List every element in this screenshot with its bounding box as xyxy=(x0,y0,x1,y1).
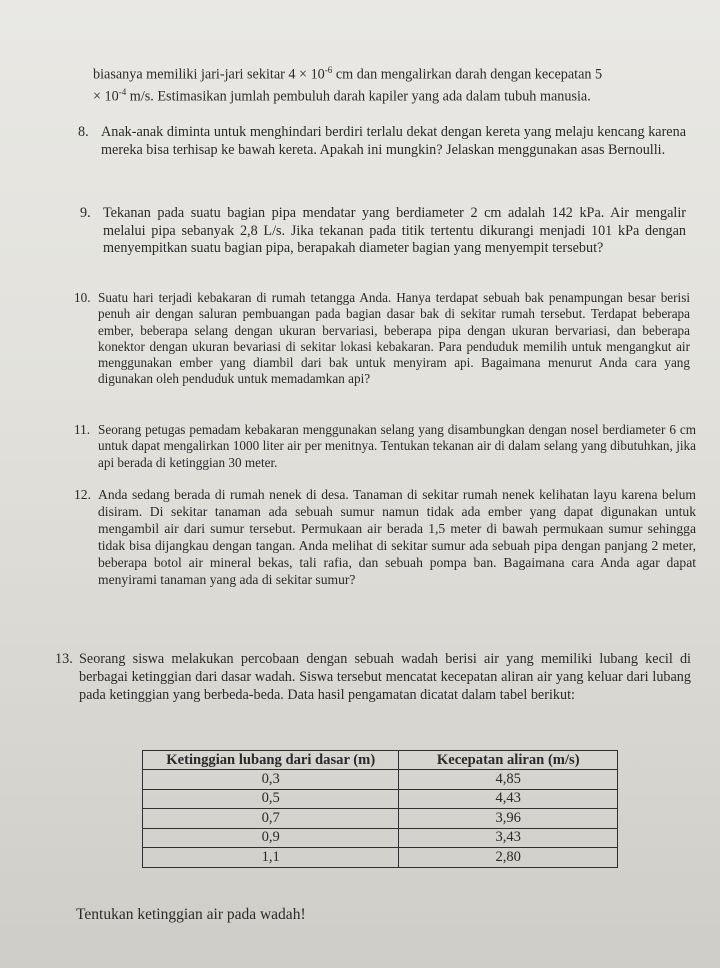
table-cell-height: 1,1 xyxy=(143,848,399,868)
question-text: Seorang petugas pemadam kebakaran menggunakan selang yang disambungkan dengan nosel berdiameter 6 cm untuk dapat mengalirkan 1000 liter air per menitnya. Tentukan tekanan air di dalam selang yang dibutuhkan, jika api berada di ketinggian 30 meter. xyxy=(98,422,696,470)
question-9 xyxy=(80,205,686,258)
table-cell-height: 0,7 xyxy=(143,809,399,829)
table-row xyxy=(143,848,618,868)
question-number: 11. xyxy=(74,422,90,437)
intro-line-2: × $10^{-4}$ m/s. Estimasikan jumlah pembuluh darah kapiler yang ada dalam tubuh manusia. xyxy=(93,87,591,105)
table-cell-velocity: 4,43 xyxy=(399,789,618,809)
intro-line-1: biasanya memiliki jari-jari sekitar $4 \times 10^{-6}$ cm dan mengalirkan darah dengan kecepatan 5 xyxy=(93,65,603,83)
question-11 xyxy=(74,422,696,471)
question-text: Tekanan pada suatu bagian pipa mendatar yang berdiameter 2 cm adalah 142 kPa. Air mengalir melalui pipa sebanyak 2,8 L/s. Jika tekanan pada titik tertentu dikurangi menjadi 101 kPa dengan menyempitkan suatu bagian pipa, berapakah diameter bagian yang menyempit tersebut? xyxy=(103,205,686,256)
question-13 xyxy=(55,650,691,704)
question-text: Anak-anak diminta untuk menghindari berdiri terlalu dekat dengan kereta yang melaju kencang karena mereka bisa terhisap ke bawah kereta. Apakah ini mungkin? Jelaskan menggunakan asas Bernoulli. xyxy=(101,124,686,158)
table-row xyxy=(143,789,618,809)
table-row xyxy=(143,770,618,790)
table-header-height: Ketinggian lubang dari dasar (m) xyxy=(143,751,399,770)
question-number: 12. xyxy=(74,487,91,502)
table-header-velocity: Kecepatan aliran (m/s) xyxy=(399,751,618,770)
question-number: 13. xyxy=(55,651,73,667)
question-10 xyxy=(74,290,690,388)
question-8 xyxy=(78,124,686,159)
table-row xyxy=(143,809,618,829)
question-text: Seorang siswa melakukan percobaan dengan sebuah wadah berisi air yang memiliki lubang kecil di berbagai ketinggian dari dasar wadah. Siswa tersebut mencatat kecepatan aliran air yang keluar dari lubang pada ketinggian yang berbeda-beda. Data hasil pengamatan dicatat dalam tabel berikut: xyxy=(79,651,691,703)
question-text: Anda sedang berada di rumah nenek di desa. Tanaman di sekitar rumah nenek kelihatan layu karena belum disiram. Di sekitar tanaman ada sebuah sumur namun tidak ada ember yang dapat digunakan untuk mengambil air dari sumur tersebut. Permukaan air berada 1,5 meter di bawah permukaan sumur sehingga tidak bisa dijangkau dengan tangan. Anda melihat di sekitar sumur ada sebuah pipa dengan panjang 2 meter, beberapa botol air mineral bekas, tali rafia, dan sebuah pompa ban. Bagaimana cara Anda agar dapat menyirami tanaman yang ada di sekitar sumur? xyxy=(98,487,696,587)
table-row xyxy=(143,828,618,848)
table-cell-velocity: 4,85 xyxy=(399,770,618,790)
question-number: 10. xyxy=(74,290,91,305)
table-header-row xyxy=(143,751,618,770)
table-cell-velocity: 2,80 xyxy=(399,848,618,868)
question-text: Suatu hari terjadi kebakaran di rumah tetangga Anda. Hanya terdapat sebuah bak penampungan besar berisi penuh air dengan saluran pembuangan pada bagian dasar bak di sekitar rumah tersebut. Terdapat beberapa ember, beberapa selang dengan ukuran bervariasi, beberapa pipa dengan ukuran bervariasi, dan beberapa konektor dengan ukuran bevariasi di sekitar lokasi kebakaran. Para penduduk memilih untuk mengangkut air menggunakan ember yang diambil dari bak untuk menyiram api. Bagaimana menurut Anda cara yang digunakan oleh penduduk untuk memadamkan api? xyxy=(98,290,690,387)
table-cell-height: 0,5 xyxy=(143,789,399,809)
closing-instruction: Tentukan ketinggian air pada wadah! xyxy=(76,906,306,923)
question-number: 8. xyxy=(78,124,89,140)
question-number: 9. xyxy=(80,205,91,221)
table-cell-height: 0,9 xyxy=(143,828,399,848)
table-cell-height: 0,3 xyxy=(143,770,399,790)
data-table xyxy=(142,750,618,868)
question-12 xyxy=(74,486,696,588)
intro-paragraph xyxy=(93,62,683,106)
table-cell-velocity: 3,43 xyxy=(399,828,618,848)
table-cell-velocity: 3,96 xyxy=(399,809,618,829)
